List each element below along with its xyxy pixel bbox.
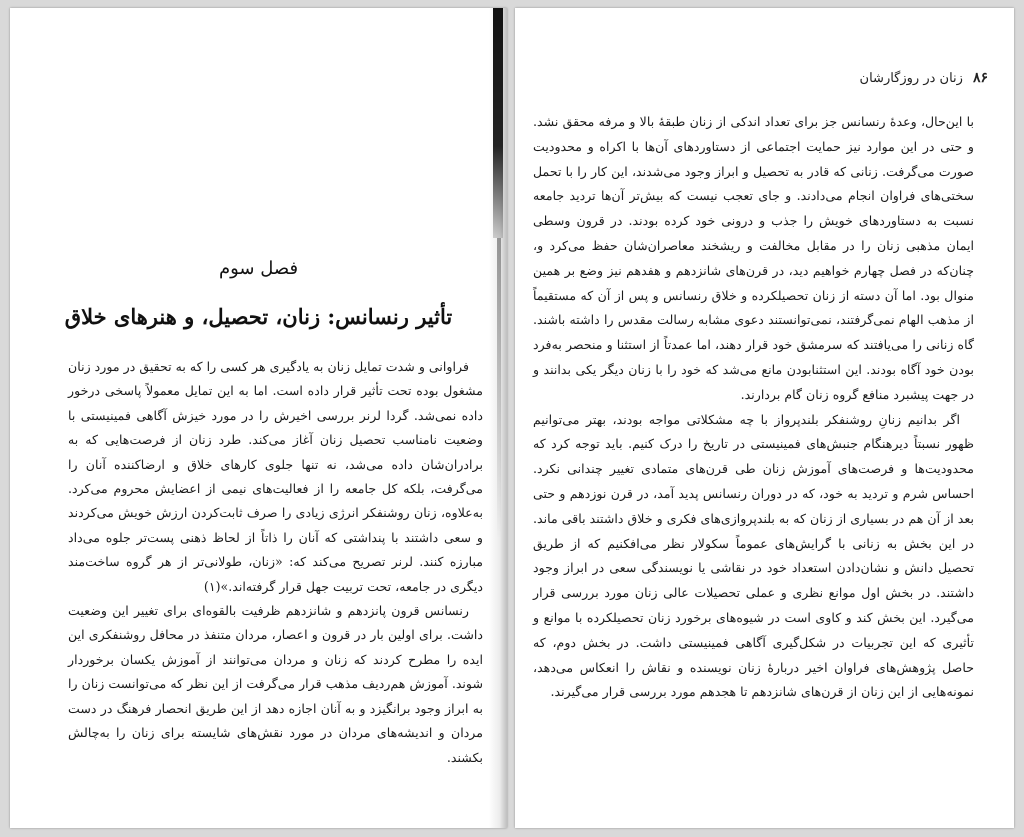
left-body-text: [68, 355, 483, 770]
paragraph: اگر بدانیم زنانِ روشنفکر بلندپرواز با چه مشکلاتی مواجه بودند، بهتر می‌توانیم ظهور نسبتاً دیرهنگام جنبش‌های فمینیستی در تاریخ را درک کنیم. باید توجه کرد که محدودیت‌ها و فرصت‌های آموزش زنان طی قرن‌های متمادی تغییر چندانی نکرد. احساس شرم و تردید به خود، که در دوران رنسانس پدید آمد، در قرن نوزدهم و حتی بعد از آن هم در بسیاری از زنان که به بلندپروازی‌های فکری و خلاق داشتند باقی ماند. در این بخش به زنانی با گرایش‌های عموماً سکولار نظر می‌افکنیم که از طریق تحصیل دانش و نشان‌دادن استعداد خود در نقاشی یا نویسندگی سعی در ابراز وجود داشتند. در بخش اول موانع نظری و عملی تحصیلات عالی زنان مورد بررسی قرار می‌گیرد. این بخش کند و کاوی است در شیوه‌های برخورد زنان تحصیلکرده با موانع و تأثیری که این تجربیات در شکل‌گیری آگاهی فمینیستی داشت. در بخش دوم، که حاصل پژوهش‌های فراوان اخیر دربارهٔ زنان نویسنده و نقاش را انعکاس می‌دهد، نمونه‌هایی از این زنان از قرن‌های شانزدهم تا هجدهم مورد بررسی قرار می‌گیرند.: [533, 411, 974, 700]
right-page: [515, 8, 1014, 828]
page-number: ۸۶: [972, 70, 988, 86]
chapter-title: تأثیر رنسانس: زنان، تحصیل، و هنرهای خلاق: [64, 304, 453, 329]
paragraph: فراوانی و شدت تمایل زنان به یادگیری هر کسی را که به تحقیق در مورد زنان مشغول بوده تحت تأثیر قرار داده است. اما به این تمایل معمولاً پاسخی درخور داده نمی‌شد. گردا لرنر بررسی اخیرش را در مورد خیزش آگاهی فمینیستی با وضعیت نامناسب تحصیل زنان آغاز می‌کند. طرد زنان از فرصت‌هایی که به برادران‌شان داده می‌شد، نه تنها جلوی کارهای خلاق و ارضاکننده آنان را می‌گرفت، بلکه کل جامعه را از فعالیت‌های نیمی از اعضایش محروم می‌کرد. به‌علاوه، زنان روشنفکر انرژی زیادی را صرف ثابت‌کردن ارزش خویش می‌کردند و سعی داشتند با پنداشتی که آنان را ذاتاً از لحاظ ذهنی پست‌تر جلوه می‌داد مبارزه کنند. لرنر تصریح می‌کند که: «زنان، طولانی‌تر از هر گروه ساخت‌مند دیگری در جامعه، تحت تربیت جهل قرار گرفته‌اند.»(۱): [68, 359, 483, 594]
paragraph: با این‌حال، وعدهٔ رنسانس جز برای تعداد اندکی از زنان طبقهٔ بالا و مرفه محقق نشد. و حتی در این موارد نیز حمایت اجتماعی از دستاوردهای آن‌ها با اکراه و محدودیت صورت می‌گرفت. زنانی که قادر به تحصیل و ابراز وجود می‌شدند، این کار را با تحمل سختی‌های فراوان انجام می‌دادند. و جای تعجب نیست که بیش‌تر آن‌ها تردید جامعه نسبت به دستاوردهای خویش را جذب و درونی خود کرده بودند. در قرون وسطی ایمان مذهبی زنان را در مقابل مخالفت و ریشخند معاصران‌شان حفظ می‌کرد و، چنان‌که در فصل چهارم خواهیم دید، در قرن‌های شانزدهم و هفدهم نیز وضع بر همین منوال بود. اما آن دسته از زنان تحصیلکرده و خلاق رنسانس و پس از آن که مستقیماً از مذهب الهام نمی‌گرفتند، نمی‌توانستند دعوی مشابه رسالت مقدس را داشته باشند. گاه زنانی را می‌یافتند که سرمشق خود قرار دهند، اما عمدتاً از استثنا و منحصر به‌فرد بودن خود آگاه بودند. این استثنابودن مانع می‌شد که خود را با زنان دیگر یکی بدانند و در جهت پیشبرد منافع گروه زنان گام بردارند.: [533, 114, 974, 402]
scan-dark-edge: [493, 8, 503, 238]
chapter-label: فصل سوم: [218, 258, 299, 279]
left-page: [10, 8, 507, 828]
paragraph: رنسانس قرون پانزدهم و شانزدهم ظرفیت بالقوه‌ای برای تغییر این وضعیت داشت. برای اولین بار در قرون و اعصار، مردان متنفذ در محافل روشنفکری این ایده را مطرح کردند که زنان و مردان می‌توانند از آموزش یکسان برخوردار شوند. آموزش هم‌ردیف مذهب قرار می‌گرفت از این نظر که می‌توانست زنان را به ابراز وجود برانگیزد و به آنان اجازه دهد از این طریق انحصار فرهنگ در دست مردان و اندیشه‌های مردان در مورد نقش‌های شایسته برای زنان را به‌چالش بکشند.: [68, 603, 483, 765]
running-header: [860, 70, 988, 86]
running-title: زنان در روزگارشان: [859, 71, 963, 86]
scan-edge-fade: [497, 238, 501, 538]
right-body-text: [533, 110, 974, 705]
